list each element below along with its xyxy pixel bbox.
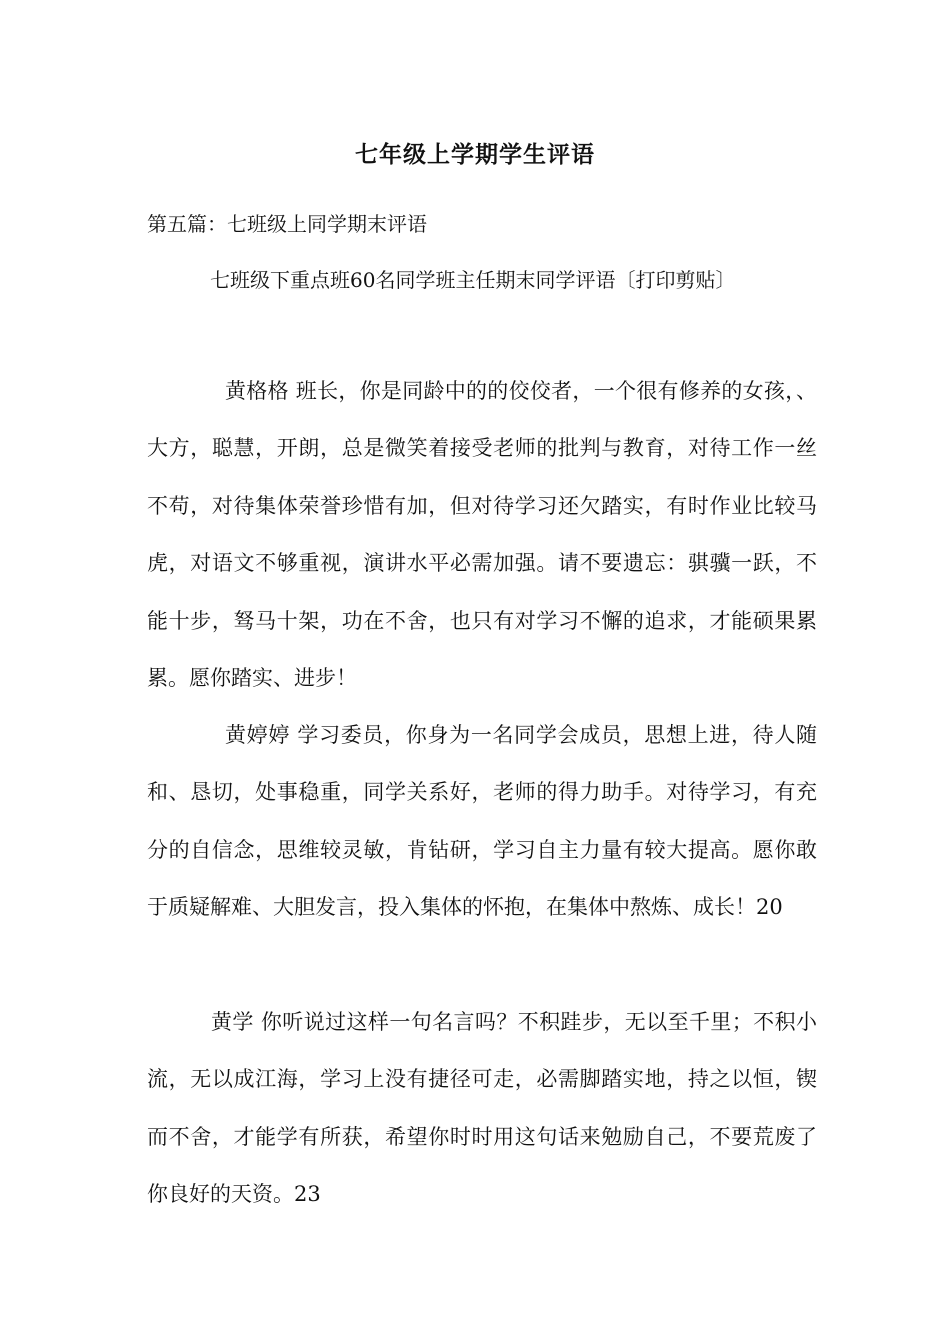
student-name: 黄婷婷 bbox=[225, 723, 291, 747]
comment-text: 班长，你是同龄中的的佼佼者，一个很有修养的女孩，、大方，聪慧，开朗，总是微笑着接受老师的批判与教育，对待工作一丝不苟，对待集体荣誉珍惜有加，但对待学习还欠踏实，有时作业比较马虎，对语文不够重视，演讲水平必需加强。请不要遗忘：骐骥一跃，不能十步，驽马十架，功在不舍，也只有对学习不懈的追求，才能硕果累累。愿你踏实、进步！ bbox=[147, 379, 817, 691]
comment-text: 你听说过这样一句名言吗？不积跬步，无以至千里；不积小流，无以成江海，学习上没有捷径可走，必需脚踏实地，持之以恒，锲而不舍，才能学有所获，希望你时时用这句话来勉励自己，不要荒废了你良好的天资。23 bbox=[147, 1010, 817, 1207]
student-comment-paragraph bbox=[147, 707, 817, 937]
student-comment-paragraph bbox=[147, 994, 817, 1224]
student-name: 黄格格 bbox=[225, 379, 289, 403]
section-subtitle: 第五篇：七班级上同学期末评语 bbox=[147, 212, 427, 236]
comment-text: 学习委员，你身为一名同学会成员，思想上进，待人随和、恳切，处事稳重，同学关系好，老师的得力助手。对待学习，有充分的自信念，思维较灵敏，肯钻研，学习自主力量有较大提高。愿你敢于质疑解难、大胆发言，投入集体的怀抱，在集体中熬炼、成长！20 bbox=[147, 723, 817, 920]
student-comment-paragraph bbox=[147, 363, 817, 707]
student-name: 黄学 bbox=[211, 1010, 254, 1034]
source-line: 七班级下重点班60名同学班主任期末同学评语〔打印剪贴〕 bbox=[210, 268, 736, 292]
document-title: 七年级上学期学生评语 bbox=[355, 141, 595, 168]
